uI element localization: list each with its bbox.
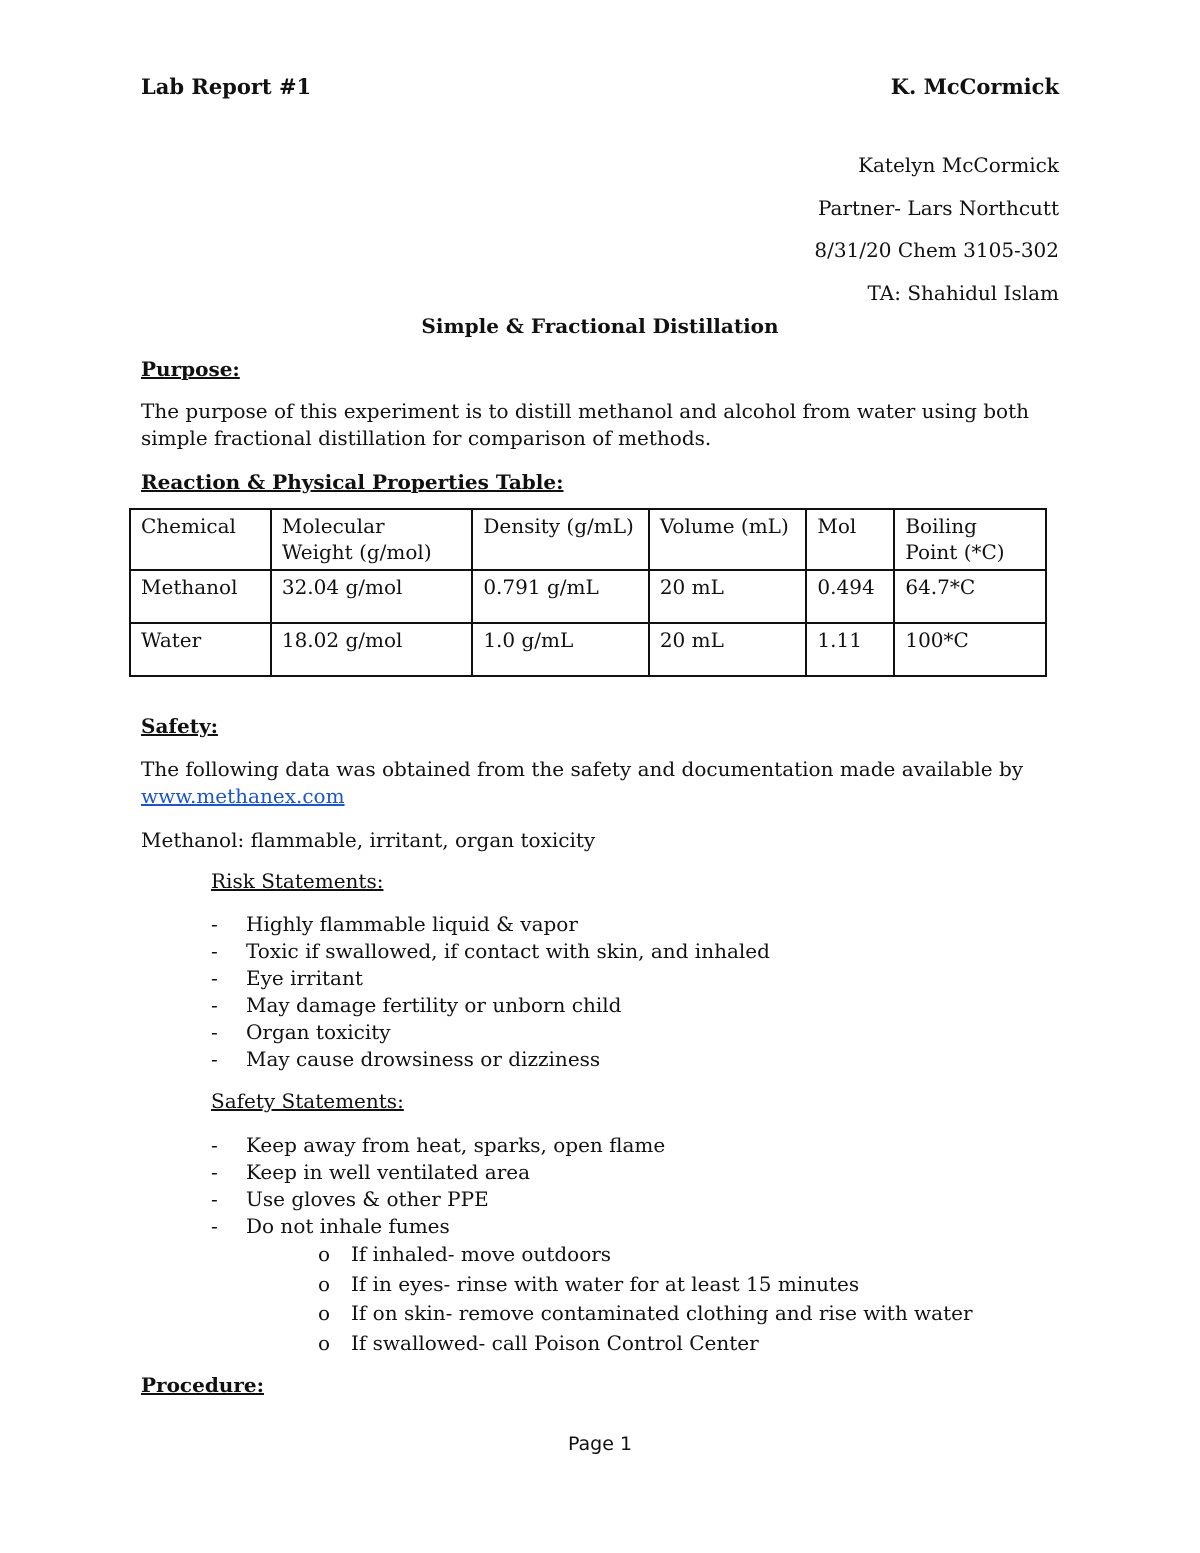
table-header-cell: Density (g/mL) (472, 509, 648, 570)
table-row (130, 570, 1046, 623)
table-cell: Methanol (130, 570, 271, 623)
table-header-cell: Molecular Weight (g/mol) (271, 509, 472, 570)
table-heading: Reaction & Physical Properties Table: (141, 470, 564, 494)
list-item (211, 1159, 973, 1186)
table-header-cell: Volume (mL) (649, 509, 807, 570)
table-cell: 32.04 g/mol (271, 570, 472, 623)
risk-statement: May damage fertility or unborn child (246, 993, 622, 1017)
table-cell: 0.494 (806, 570, 894, 623)
table-cell: 1.0 g/mL (472, 623, 648, 676)
table-cell: 20 mL (649, 570, 807, 623)
author-partner: Partner- Lars Northcutt (817, 195, 1059, 220)
safety-statement: Use gloves & other PPE (246, 1187, 489, 1211)
dash-bullet: - (211, 993, 218, 1017)
header-author: K. McCormick (890, 74, 1059, 99)
dash-bullet: - (211, 1214, 218, 1238)
table-cell: 0.791 g/mL (472, 570, 648, 623)
circle-bullet: o (318, 1271, 331, 1296)
list-item (211, 965, 770, 992)
list-item (246, 1299, 973, 1329)
risk-statement: Toxic if swallowed, if contact with skin, and inhaled (246, 939, 770, 963)
dash-bullet: - (211, 1047, 218, 1071)
dash-bullet: - (211, 966, 218, 990)
author-course: 8/31/20 Chem 3105-302 (814, 238, 1059, 262)
risk-statement: Eye irritant (246, 966, 363, 990)
list-item (211, 911, 770, 938)
exposure-statement: If inhaled- move outdoors (351, 1242, 612, 1266)
page-number: Page 1 (567, 1433, 633, 1455)
table-row (130, 623, 1046, 676)
circle-bullet: o (318, 1301, 331, 1325)
table-cell: 18.02 g/mol (271, 623, 472, 676)
table-cell: 64.7*C (894, 570, 1046, 623)
exposure-statement: If in eyes- rinse with water for at least 15 minutes (351, 1271, 860, 1296)
table-header-cell: Chemical (130, 509, 271, 570)
methanex-link[interactable]: www.methanex.com (141, 784, 345, 808)
table-header-cell: Mol (806, 509, 894, 570)
safety-heading: Safety: (141, 714, 218, 738)
list-item (211, 1019, 770, 1046)
author-ta: TA: Shahidul Islam (867, 280, 1059, 305)
purpose-text: The purpose of this experiment is to distill methanol and alcohol from water using both simple fractional distillation for comparison of methods. (141, 399, 1030, 450)
risk-statement: May cause drowsiness or dizziness (246, 1047, 601, 1071)
list-item (211, 938, 770, 965)
circle-bullet: o (318, 1330, 331, 1355)
list-item (211, 1186, 973, 1213)
safety-intro (141, 756, 1061, 810)
document-title: Simple & Fractional Distillation (421, 314, 779, 338)
dash-bullet: - (211, 1133, 218, 1157)
safety-intro-text: The following data was obtained from the safety and documentation made available by (141, 757, 1024, 781)
exposure-statement: If on skin- remove contaminated clothing and rise with water (351, 1301, 973, 1325)
table-cell: 100*C (894, 623, 1046, 676)
author-name: Katelyn McCormick (858, 153, 1059, 177)
header-report-title: Lab Report #1 (141, 74, 312, 99)
list-item (246, 1270, 973, 1300)
safety-statement: Do not inhale fumes (246, 1214, 450, 1238)
table-header-row (130, 509, 1046, 570)
exposure-statement: If swallowed- call Poison Control Center (351, 1330, 759, 1355)
dash-bullet: - (211, 939, 218, 963)
fume-exposure-sublist (246, 1240, 973, 1358)
safety-statement: Keep away from heat, sparks, open flame (246, 1133, 666, 1157)
table-cell: 1.11 (806, 623, 894, 676)
author-block (814, 144, 1059, 314)
risk-statements-list (211, 911, 770, 1073)
safety-statements-list (211, 1132, 973, 1358)
safety-statement: Keep in well ventilated area (246, 1160, 531, 1184)
dash-bullet: - (211, 1187, 218, 1211)
table-cell: Water (130, 623, 271, 676)
list-item (211, 1213, 973, 1358)
methanol-hazards: Methanol: flammable, irritant, organ toxicity (141, 828, 596, 852)
dash-bullet: - (211, 1020, 218, 1044)
risk-statement: Highly flammable liquid & vapor (246, 912, 578, 936)
properties-table (129, 508, 1047, 677)
circle-bullet: o (318, 1242, 331, 1266)
list-item (211, 1132, 973, 1159)
risk-statements-heading: Risk Statements: (211, 869, 384, 893)
table-cell: 20 mL (649, 623, 807, 676)
list-item (246, 1329, 973, 1359)
list-item (211, 1046, 770, 1073)
dash-bullet: - (211, 912, 218, 936)
safety-statements-heading: Safety Statements: (211, 1089, 404, 1113)
purpose-heading: Purpose: (141, 357, 240, 381)
procedure-heading: Procedure: (141, 1373, 264, 1397)
risk-statement: Organ toxicity (246, 1020, 391, 1044)
list-item (211, 992, 770, 1019)
dash-bullet: - (211, 1160, 218, 1184)
table-header-cell: Boiling Point (*C) (894, 509, 1046, 570)
page-header (141, 74, 1059, 99)
list-item (246, 1240, 973, 1270)
